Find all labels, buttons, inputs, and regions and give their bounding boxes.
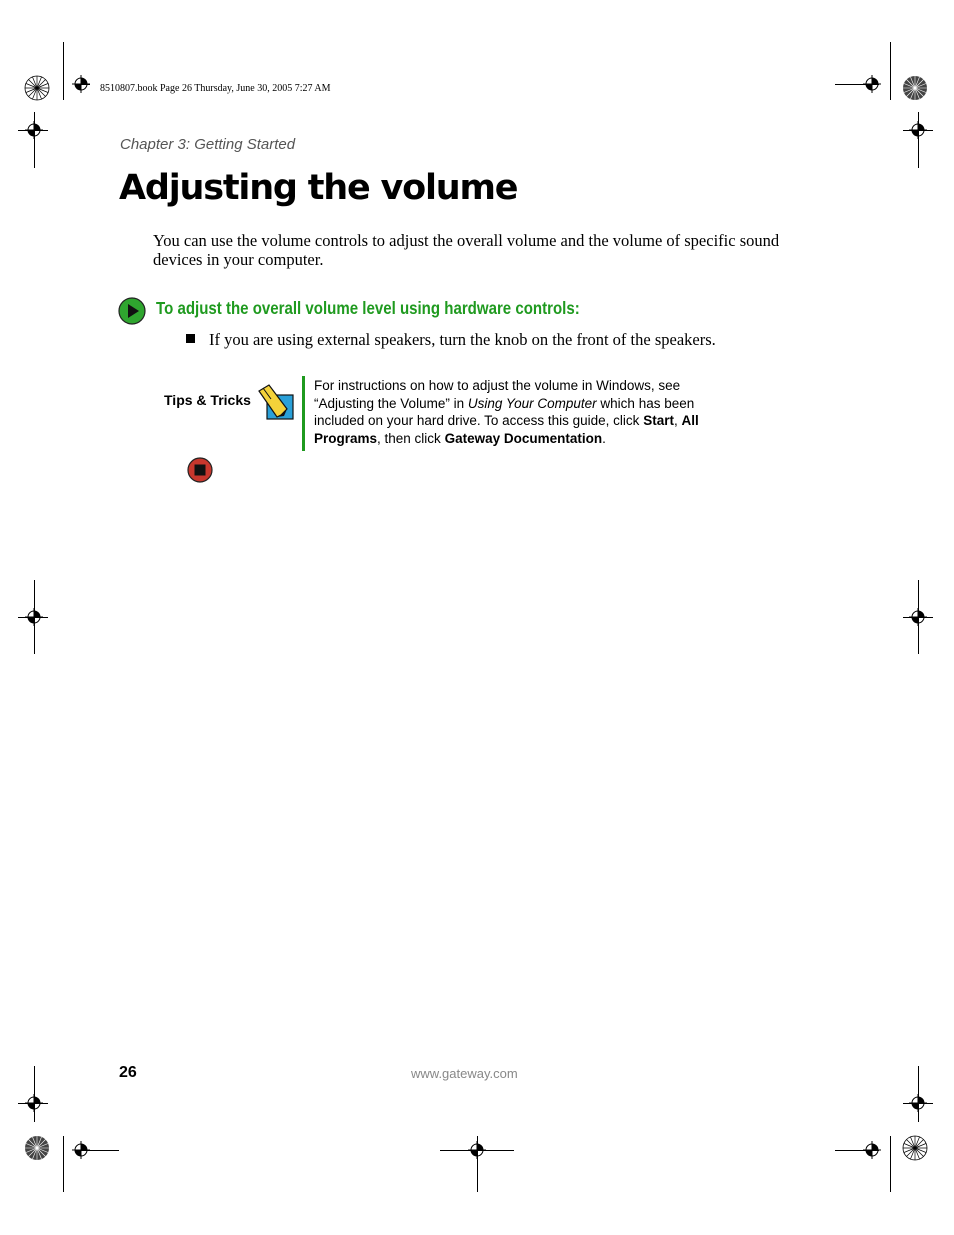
red-stop-icon	[187, 457, 213, 483]
chapter-header: Chapter 3: Getting Started	[120, 136, 296, 153]
green-play-arrow-icon	[118, 297, 146, 325]
page-title: Adjusting the volume	[119, 168, 518, 208]
step-text: If you are using external speakers, turn the knob on the front of the speakers.	[209, 330, 716, 349]
tips-tricks-label: Tips & Tricks	[164, 392, 251, 408]
tips-pencil-icon	[257, 383, 297, 423]
tips-text: For instructions on how to adjust the volume in Windows, see “Adjusting the Volume” in Using Your Computer which has been included on your hard drive. To access this guide, click Start, All Programs, then click Gateway Documentation.	[314, 378, 699, 446]
print-slug-line: 8510807.book Page 26 Thursday, June 30, 2005 7:27 AM	[100, 83, 331, 94]
page-number: 26	[119, 1064, 137, 1081]
book-title: Using Your Computer	[467, 395, 597, 411]
start-menu-ref: Start	[643, 413, 674, 428]
list-item	[186, 330, 716, 350]
tips-divider	[302, 376, 305, 451]
procedure-heading: To adjust the overall volume level using hardware controls:	[156, 298, 580, 318]
all-programs-ref: All Programs	[314, 413, 699, 446]
footer-url: www.gateway.com	[411, 1066, 518, 1081]
gateway-documentation-ref: Gateway Documentation	[444, 430, 603, 446]
intro-paragraph: You can use the volume controls to adjust the overall volume and the volume of specific sound devices in your computer.	[153, 231, 780, 269]
square-bullet-icon	[186, 334, 195, 343]
